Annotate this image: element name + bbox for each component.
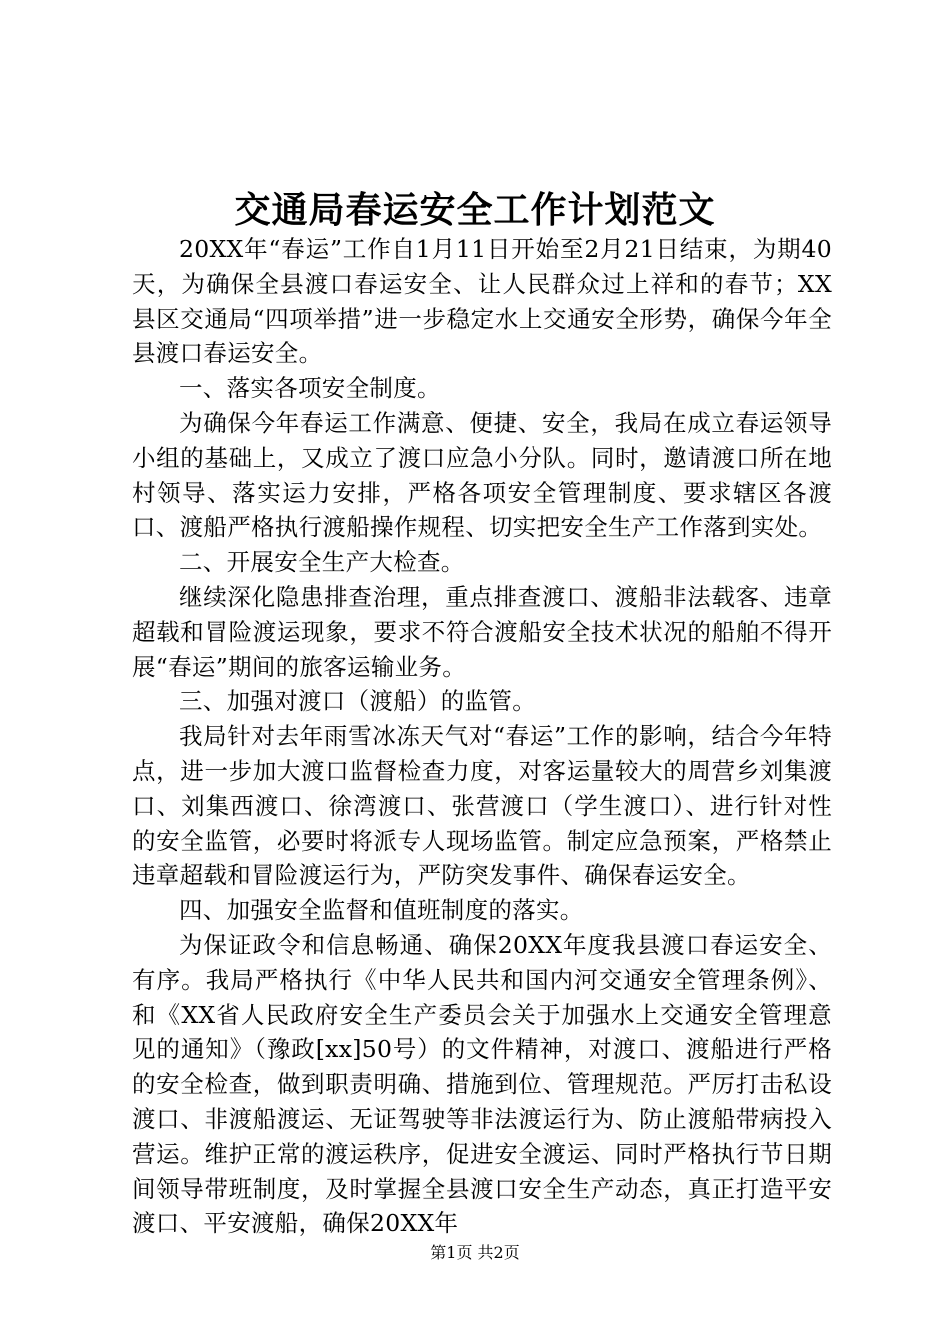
page-number-footer: 第1页 共2页 <box>430 1243 520 1262</box>
paragraph-section-4: 为保证政令和信息畅通、确保20XX年度我县渡口春运安全、有序。我局严格执行《中华人民共和国内河交通安全管理条例》、和《XX省人民政府安全生产委员会关于加强水上交通安全管理意见的通知》（豫政[xx]50号）的文件精神，对渡口、渡船进行严格的安全检查，做到职责明确、措施到位、管理规范。严厉打击私设渡口、非渡船渡运、无证驾驶等非法渡运行为、防止渡船带病投入营运。维护正常的渡运秩序，促进安全渡运、同时严格执行节日期间领导带班制度，及时掌握全县渡口安全生产动态，真正打造平安渡口、平安渡船，确保20XX年 <box>132 930 832 1238</box>
document-title: 交通局春运安全工作计划范文 <box>234 189 716 231</box>
document-body <box>132 232 832 1241</box>
paragraph-intro: 20XX年“春运”工作自1月11日开始至2月21日结束，为期40天，为确保全县渡口春运安全、让人民群众过上祥和的春节；XX县区交通局“四项举措”进一步稳定水上交通安全形势，确保今年全县渡口春运安全。 <box>132 235 832 368</box>
section-heading-1: 一、落实各项安全制度。 <box>179 374 441 403</box>
paragraph-section-2: 继续深化隐患排查治理，重点排查渡口、渡船非法载客、违章超载和冒险渡运现象，要求不符合渡船安全技术状况的船舶不得开展“春运”期间的旅客运输业务。 <box>132 582 832 681</box>
section-heading-2: 二、开展安全生产大检查。 <box>179 548 465 577</box>
paragraph-section-1: 为确保今年春运工作满意、便捷、安全，我局在成立春运领导小组的基础上，又成立了渡口应急小分队。同时，邀请渡口所在地村领导、落实运力安排，严格各项安全管理制度、要求辖区各渡口、渡船严格执行渡船操作规程、切实把安全生产工作落到实处。 <box>132 408 832 542</box>
paragraph-section-3: 我局针对去年雨雪冰冻天气对“春运”工作的影响，结合今年特点，进一步加大渡口监督检查力度，对客运量较大的周营乡刘集渡口、刘集西渡口、徐湾渡口、张营渡口（学生渡口）、进行针对性的安全监管，必要时将派专人现场监管。制定应急预案，严格禁止违章超载和冒险渡运行为，严防突发事件、确保春运安全。 <box>132 722 832 890</box>
section-heading-4: 四、加强安全监督和值班制度的落实。 <box>179 896 584 925</box>
section-heading-3: 三、加强对渡口（渡船）的监管。 <box>179 687 536 716</box>
